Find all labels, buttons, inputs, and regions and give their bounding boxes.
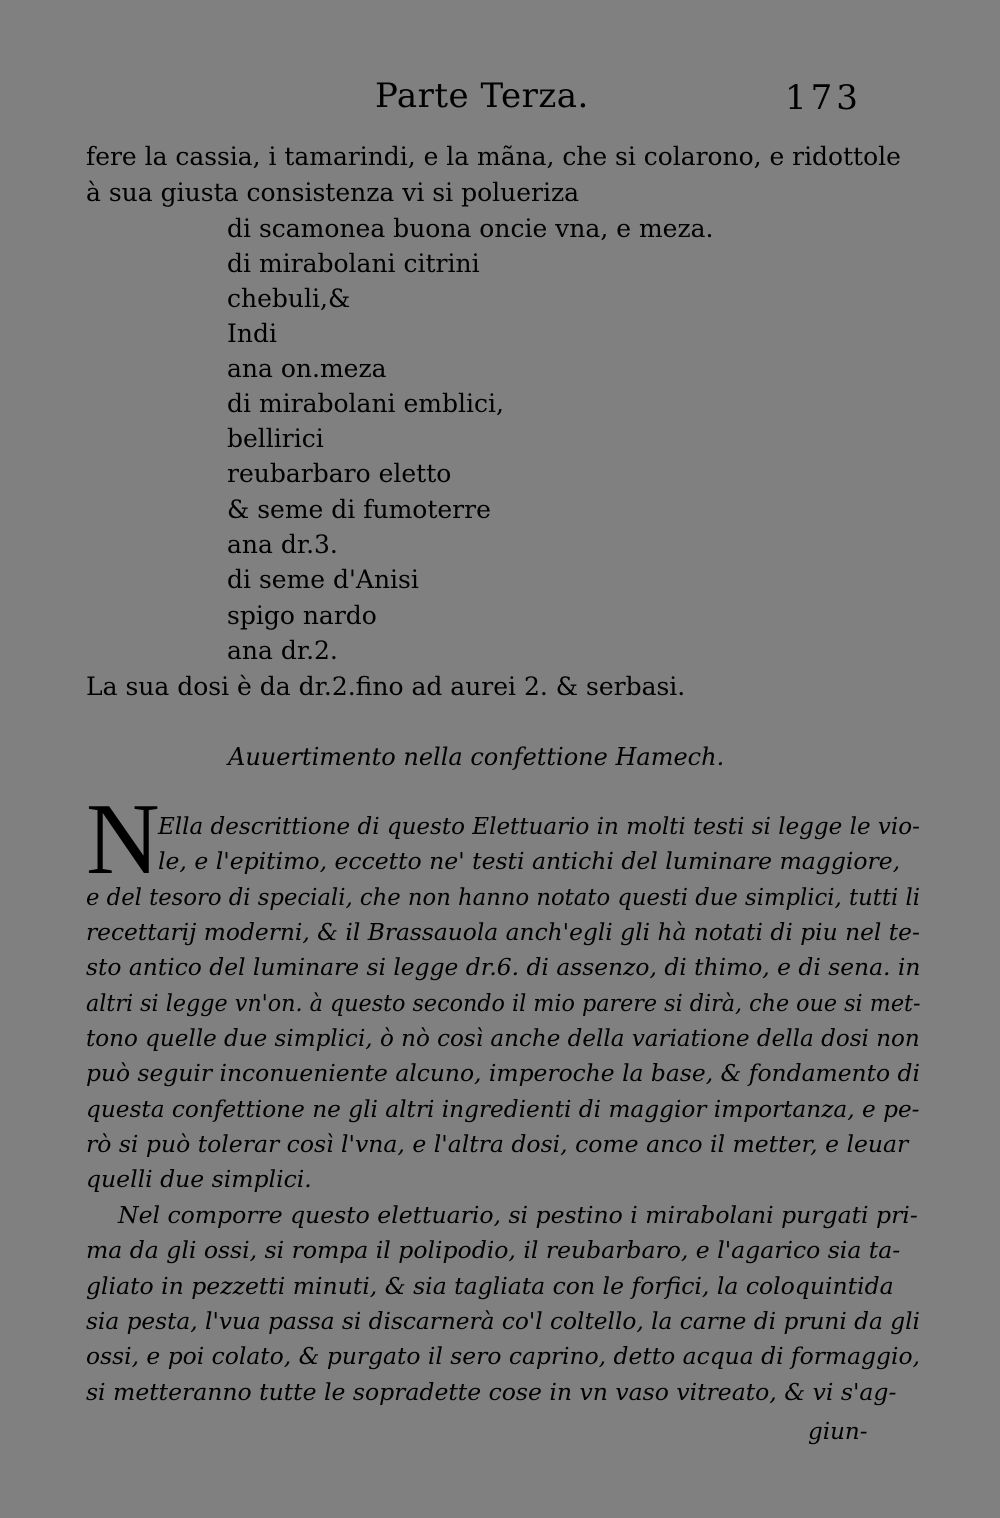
dose-line: La sua dosi è da dr.2.fino ad aurei 2. & serbasi. (86, 672, 686, 701)
paragraph-line: gliato in pezzetti minuti, & sia tagliata con le forfici, la coloquintida (86, 1272, 894, 1300)
recipe-line: bellirici (227, 424, 324, 453)
paragraph-line: può seguir inconueniente alcuno, imperoche la base, & fondamento di (86, 1059, 920, 1087)
paragraph-line: quelli due simplici. (86, 1165, 312, 1193)
recipe-line: di seme d'Anisi (227, 565, 419, 594)
paragraph-line: ossi, e poi colato, & purgato il sero caprino, detto acqua di formaggio, (86, 1342, 920, 1370)
recipe-line: & seme di fumoterre (227, 495, 491, 524)
paragraph-line: questa confettione ne gli altri ingredienti di maggior importanza, e pe- (86, 1095, 920, 1123)
recipe-line: di scamonea buona oncie vna, e meza. (227, 214, 714, 243)
paragraph-line: Nel comporre questo elettuario, si pestino i mirabolani purgati pri- (118, 1201, 918, 1229)
recipe-line: ana on.meza (227, 354, 387, 383)
paragraph-line: sia pesta, l'vua passa si discarnerà co'l coltello, la carne di pruni da gli (86, 1307, 920, 1335)
section-heading: Auuertimento nella confettione Hamech. (228, 743, 725, 771)
page-number: 173 (785, 78, 862, 118)
paragraph-line: le, e l'epitimo, eccetto ne' testi antichi del luminare maggiore, (158, 847, 901, 875)
recipe-line: di mirabolani emblici, (227, 389, 504, 418)
recipe-line: reubarbaro eletto (227, 459, 452, 488)
recipe-line: di mirabolani citrini (227, 249, 480, 278)
paragraph-line: sto antico del luminare si legge dr.6. di assenzo, di thimo, e di sena. in (86, 953, 921, 981)
paragraph-line: Ella descrittione di questo Elettuario in molti testi si legge le vio- (158, 812, 920, 840)
recipe-line: ana dr.3. (227, 530, 338, 559)
recipe-line: spigo nardo (227, 601, 377, 630)
recipe-line: ana dr.2. (227, 636, 338, 665)
paragraph-line: e del tesoro di speciali, che non hanno notato questi due simplici, tutti li (86, 883, 920, 911)
paragraph-line: rò si può tolerar così l'vna, e l'altra dosi, come anco il metter, e leuar (86, 1130, 909, 1158)
paragraph-line: altri si legge vn'on. à questo secondo il mio parere si dirà, che oue si met- (86, 989, 921, 1017)
recipe-line: chebuli,& (227, 284, 351, 313)
catchword: giun- (808, 1419, 868, 1445)
drop-cap: N (86, 783, 160, 896)
paragraph-line: ma da gli ossi, si rompa il polipodio, il reubarbaro, e l'agarico sia ta- (86, 1236, 901, 1264)
running-title: Parte Terza. (375, 76, 589, 116)
intro-line-1: fere la cassia, i tamarindi, e la mãna, che si colarono, e ridottole (86, 142, 901, 171)
paragraph-line: recettarij moderni, & il Brassauola anch'egli gli hà notati di piu nel te- (86, 918, 920, 946)
paragraph-line: si metteranno tutte le sopradette cose in vn vaso vitreato, & vi s'ag- (86, 1378, 897, 1406)
intro-line-2: à sua giusta consistenza vi si polueriza (86, 178, 580, 207)
recipe-line: Indi (227, 319, 277, 348)
paragraph-line: tono quelle due simplici, ò nò così anche della variatione della dosi non (86, 1024, 920, 1052)
